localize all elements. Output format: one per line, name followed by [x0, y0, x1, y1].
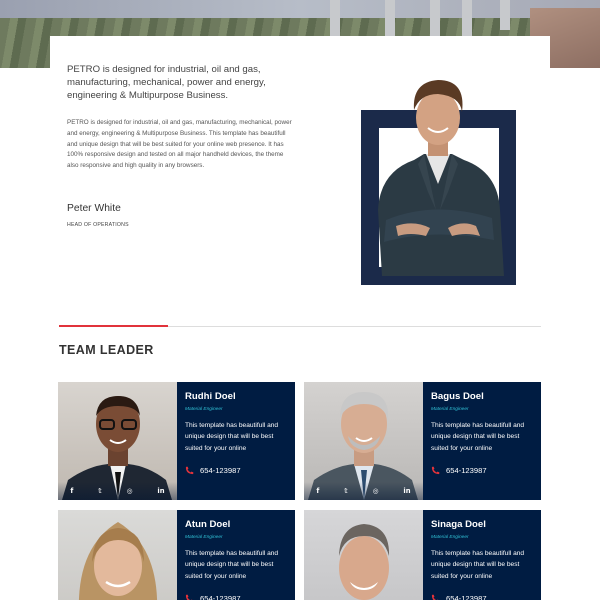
facebook-icon[interactable]: f — [70, 487, 74, 495]
section-title: TEAM LEADER — [59, 343, 154, 357]
team-card — [304, 510, 541, 600]
instagram-icon[interactable]: ◎ — [126, 487, 133, 495]
member-title: Material Engineer — [431, 535, 469, 540]
phone-icon — [185, 594, 194, 600]
member-photo — [304, 382, 423, 500]
author-role: HEAD OF OPERATIONS — [67, 222, 129, 228]
member-name: Atun Doel — [185, 519, 231, 530]
author-name: Peter White — [67, 203, 121, 214]
member-title: Material Engineer — [185, 407, 223, 412]
team-card — [58, 510, 295, 600]
author-photo — [364, 60, 512, 276]
twitter-icon[interactable]: 𝕥 — [98, 487, 102, 495]
phone-icon — [431, 594, 440, 600]
member-title: Material Engineer — [431, 407, 469, 412]
linkedin-icon[interactable]: in — [403, 487, 411, 495]
member-description: This template has beautifull and unique design that will be best suited for your online — [185, 550, 279, 580]
member-description: This template has beautifull and unique design that will be best suited for your online — [185, 422, 279, 452]
team-card — [304, 382, 541, 500]
member-photo — [58, 510, 177, 600]
member-name: Rudhi Doel — [185, 391, 236, 402]
linkedin-icon[interactable]: in — [157, 487, 165, 495]
phone-icon — [431, 466, 440, 475]
facebook-icon[interactable]: f — [316, 487, 320, 495]
social-links — [58, 482, 177, 500]
about-lead-text: PETRO is designed for industrial, oil and gas, manufacturing, mechanical, power and energy, engineering & Multipurpose Business. — [67, 64, 266, 102]
member-phone[interactable]: 654-123987 — [431, 466, 487, 475]
member-title: Material Engineer — [185, 535, 223, 540]
member-phone[interactable]: 654-123987 — [185, 594, 241, 600]
member-photo — [58, 382, 177, 500]
member-photo — [304, 510, 423, 600]
member-name: Bagus Doel — [431, 391, 484, 402]
team-card — [58, 382, 295, 500]
member-phone[interactable]: 654-123987 — [431, 594, 487, 600]
about-body-text: PETRO is designed for industrial, oil and gas, manufacturing, mechanical, power and energy, engineering & Multipurpose Business. This template has beautifull and unique design that will be best suited for your online web presence. It has 100% responsive design and tested on all major handheld devices, the theme also responsive and high quality in any browsers. — [67, 119, 292, 170]
about-card — [50, 36, 550, 316]
member-description: This template has beautifull and unique design that will be best suited for your online — [431, 422, 525, 452]
phone-icon — [185, 466, 194, 475]
twitter-icon[interactable]: 𝕥 — [344, 487, 348, 495]
instagram-icon[interactable]: ◎ — [372, 487, 379, 495]
member-description: This template has beautifull and unique design that will be best suited for your online — [431, 550, 525, 580]
member-phone[interactable]: 654-123987 — [185, 466, 241, 475]
member-name: Sinaga Doel — [431, 519, 486, 530]
social-links — [304, 482, 423, 500]
section-divider-accent — [59, 325, 168, 327]
